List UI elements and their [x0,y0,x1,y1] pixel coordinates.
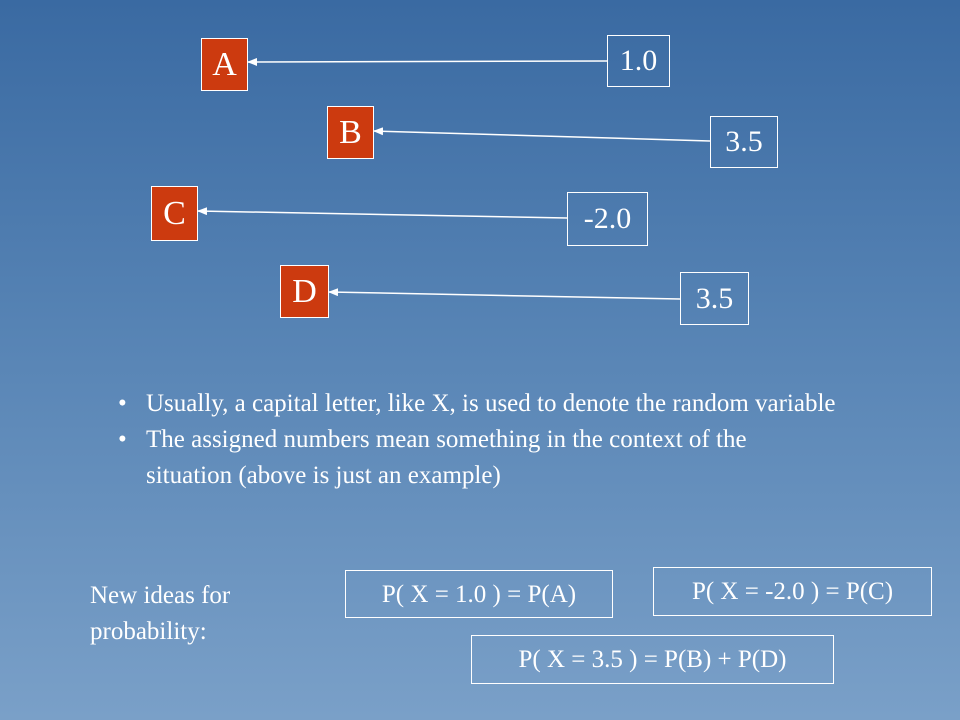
value-box-c: -2.0 [567,192,648,246]
outcome-box-a: A [201,38,248,91]
outcome-box-d: D [280,265,329,318]
value-box-a: 1.0 [607,35,670,87]
formula-box-c: P( X = -2.0 ) = P(C) [653,567,932,616]
outcome-box-c: C [151,186,198,241]
bullet-item [118,422,838,494]
bullet-icon: • [118,390,127,417]
value-box-b: 3.5 [710,116,778,168]
arrow-1-to-a [248,61,607,62]
outcome-box-b: B [327,106,374,159]
bullet-text: The assigned numbers mean something in the context of the situation (above is just an example) [146,426,747,489]
value-box-d: 3.5 [680,272,749,325]
formula-box-bd: P( X = 3.5 ) = P(B) + P(D) [471,635,834,684]
bullet-list [118,386,838,494]
bullet-item [118,386,838,422]
formula-box-a: P( X = 1.0 ) = P(A) [345,570,613,618]
new-ideas-caption: New ideas for probability: [90,582,231,645]
arrow-3.5-to-d [329,292,680,299]
arrow-neg2-to-c [198,211,567,218]
bullet-text: Usually, a capital letter, like X, is used to denote the random variable [146,390,836,417]
arrow-3.5-to-b [374,131,710,141]
bullet-icon: • [118,426,127,453]
